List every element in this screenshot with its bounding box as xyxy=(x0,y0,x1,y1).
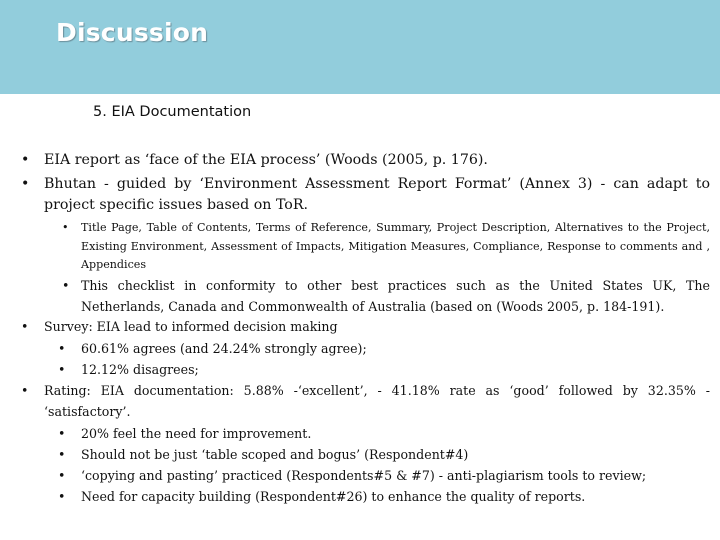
section-subtitle: 5. EIA Documentation xyxy=(93,104,252,120)
bullet-icon: • xyxy=(21,319,29,334)
slide-title: Discussion xyxy=(56,18,209,47)
list-item: 12.12% disagrees; xyxy=(81,362,199,377)
list-item: 20% feel the need for improvement. xyxy=(81,426,312,441)
list-item: Should not be just ‘table scoped and bogus’ (Respondent#4) xyxy=(81,447,469,462)
bullet-icon: • xyxy=(62,278,70,293)
bullet-icon: • xyxy=(21,176,30,192)
bullet-icon: • xyxy=(58,468,66,483)
bullet-icon: • xyxy=(58,426,66,441)
bullet-icon: • xyxy=(62,221,69,234)
list-item: This checklist in conformity to other best practices such as the United States UK, The Netherlands, Canada and Commonwealth of Australia (based on (Woods 2005, p. 184-191). xyxy=(81,278,710,314)
bullet-icon: • xyxy=(21,152,30,168)
list-item: Title Page, Table of Contents, Terms of Reference, Summary, Project Description, Alternatives to the Project, Existing Environment, Assessment of Impacts, Mitigation Measures, Compliance, Response to comments and , Appendices xyxy=(81,221,710,271)
list-item: Need for capacity building (Respondent#26) to enhance the quality of reports. xyxy=(81,489,586,504)
list-item: Bhutan - guided by ‘Environment Assessment Report Format’ (Annex 3) - can adapt to project specific issues based on ToR. xyxy=(44,176,710,213)
bullet-icon: • xyxy=(58,447,66,462)
list-item: ‘copying and pasting’ practiced (Respondents#5 & #7) - anti-plagiarism tools to review; xyxy=(81,468,647,483)
bullet-icon: • xyxy=(58,362,66,377)
list-item: 60.61% agrees (and 24.24% strongly agree); xyxy=(81,341,367,356)
bullet-icon: • xyxy=(58,489,66,504)
list-item: EIA report as ‘face of the EIA process’ (Woods (2005, p. 176). xyxy=(44,152,488,168)
list-item: Survey: EIA lead to informed decision making xyxy=(44,319,338,334)
bullet-icon: • xyxy=(58,341,66,356)
list-item: Rating: EIA documentation: 5.88% -‘excellent’, - 41.18% rate as ‘good’ followed by 32.35% - ‘satisfactory’. xyxy=(44,383,710,419)
bullet-icon: • xyxy=(21,383,29,398)
